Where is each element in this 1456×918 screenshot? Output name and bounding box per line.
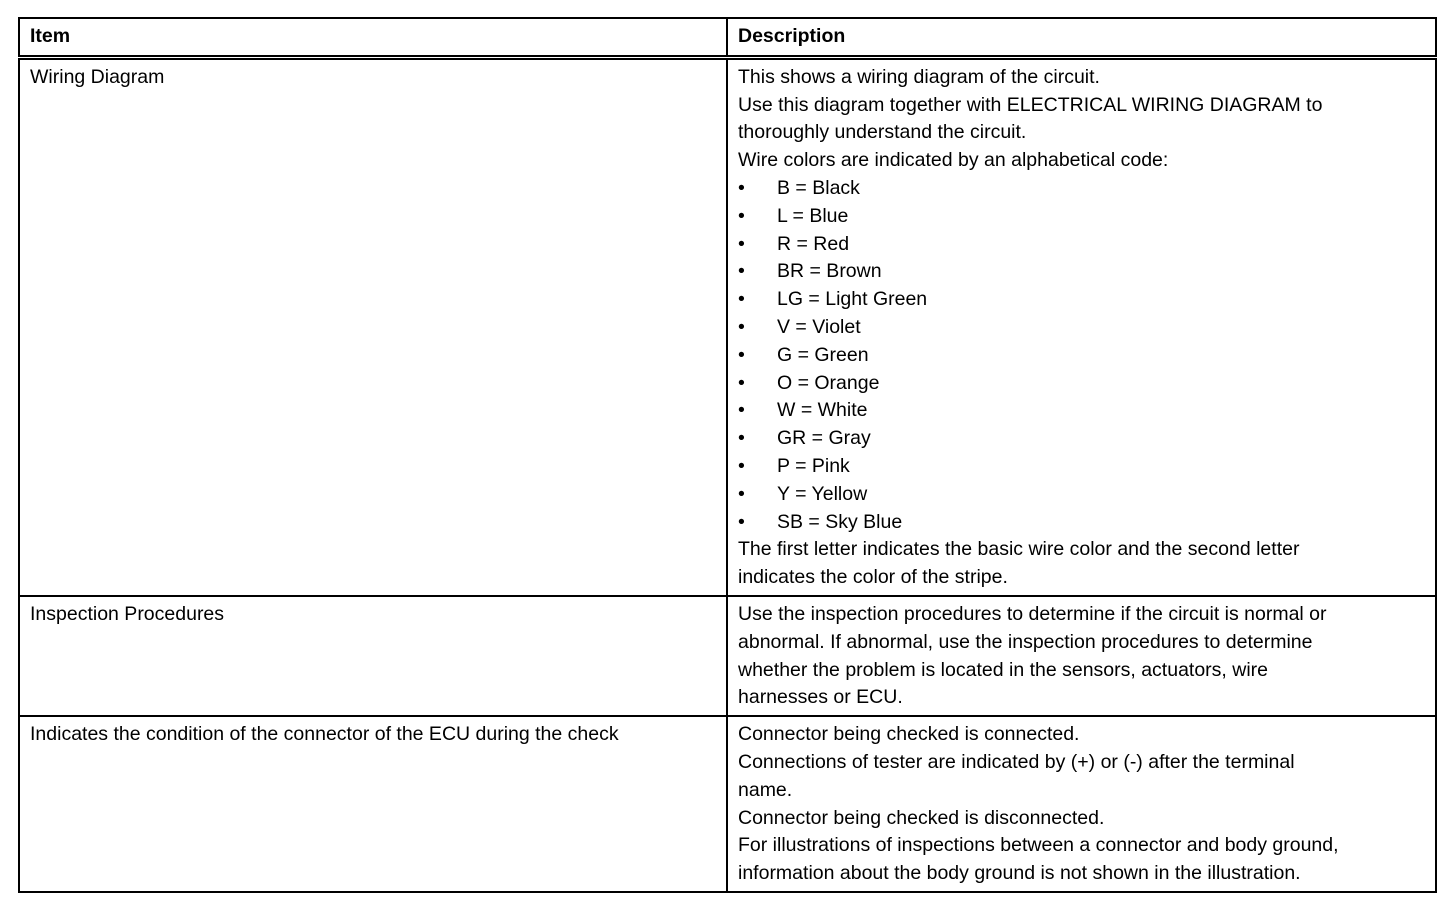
description-line: indicates the color of the stripe. — [738, 566, 1008, 589]
description-line: harnesses or ECU. — [738, 686, 903, 709]
wire-color-list — [738, 175, 1425, 536]
description-line: Wire colors are indicated by an alphabetical code: — [738, 149, 1169, 172]
bullet-icon: • — [738, 232, 745, 255]
bullet-icon: • — [738, 204, 745, 227]
wire-color-item — [738, 453, 1425, 481]
bullet-icon: • — [738, 399, 745, 422]
wire-color-item — [738, 370, 1425, 398]
description-line: abnormal. If abnormal, use the inspection procedures to determine — [738, 630, 1313, 653]
row-item-wiring-diagram: Wiring Diagram — [19, 57, 727, 596]
bullet-icon: • — [738, 454, 745, 477]
row-description-connector-condition — [727, 716, 1436, 892]
wire-color-code: GR = Gray — [777, 427, 871, 450]
wire-color-item — [738, 314, 1425, 342]
table-row — [19, 596, 1436, 716]
row-description-inspection-procedures — [727, 596, 1436, 716]
wire-color-code: Y = Yellow — [777, 482, 868, 505]
wire-color-item — [738, 203, 1425, 231]
wire-color-item — [738, 481, 1425, 509]
bullet-icon: • — [738, 176, 745, 199]
wire-color-code: SB = Sky Blue — [777, 510, 903, 533]
wire-color-code: L = Blue — [777, 204, 849, 227]
bullet-icon: • — [738, 427, 745, 450]
header-item: Item — [19, 18, 727, 57]
bullet-icon: • — [738, 260, 745, 283]
wire-color-code: BR = Brown — [777, 260, 882, 283]
row-description-wiring-diagram — [727, 57, 1436, 596]
description-line: Use this diagram together with ELECTRICAL WIRING DIAGRAM to — [738, 93, 1323, 116]
wire-color-item — [738, 175, 1425, 203]
header-row — [19, 18, 1436, 57]
bullet-icon: • — [738, 510, 745, 533]
description-line: For illustrations of inspections between a connector and body ground, — [738, 834, 1339, 857]
wire-color-code: B = Black — [777, 176, 860, 199]
wire-color-code: W = White — [777, 399, 868, 422]
header-description: Description — [727, 18, 1436, 57]
row-item-inspection-procedures: Inspection Procedures — [19, 596, 727, 716]
description-line: thoroughly understand the circuit. — [738, 121, 1027, 144]
wire-color-item — [738, 286, 1425, 314]
wire-color-code: R = Red — [777, 232, 850, 255]
wire-color-code: LG = Light Green — [777, 288, 928, 311]
description-line: The first letter indicates the basic wire color and the second letter — [738, 538, 1300, 561]
wire-color-item — [738, 258, 1425, 286]
description-line: information about the body ground is not shown in the illustration. — [738, 862, 1301, 885]
wire-color-code: G = Green — [777, 343, 869, 366]
table-row — [19, 716, 1436, 892]
description-line: Use the inspection procedures to determine if the circuit is normal or — [738, 602, 1327, 625]
wire-color-code: O = Orange — [777, 371, 880, 394]
wire-color-item — [738, 231, 1425, 259]
description-line: Connections of tester are indicated by (+) or (-) after the terminal — [738, 750, 1295, 773]
wire-color-item — [738, 342, 1425, 370]
reference-table — [18, 17, 1437, 893]
description-line: Connector being checked is disconnected. — [738, 806, 1105, 829]
description-line: name. — [738, 778, 793, 801]
description-line: Connector being checked is connected. — [738, 723, 1080, 746]
bullet-icon: • — [738, 482, 745, 505]
bullet-icon: • — [738, 343, 745, 366]
bullet-icon: • — [738, 288, 745, 311]
bullet-icon: • — [738, 315, 745, 338]
wire-color-item — [738, 425, 1425, 453]
description-line: This shows a wiring diagram of the circuit. — [738, 65, 1100, 88]
bullet-icon: • — [738, 371, 745, 394]
description-line: whether the problem is located in the sensors, actuators, wire — [738, 658, 1269, 681]
wire-color-code: P = Pink — [777, 454, 850, 477]
table-row — [19, 57, 1436, 596]
wire-color-item — [738, 509, 1425, 537]
wire-color-item — [738, 397, 1425, 425]
row-item-connector-condition: Indicates the condition of the connector of the ECU during the check — [19, 716, 727, 892]
wire-color-code: V = Violet — [777, 315, 861, 338]
